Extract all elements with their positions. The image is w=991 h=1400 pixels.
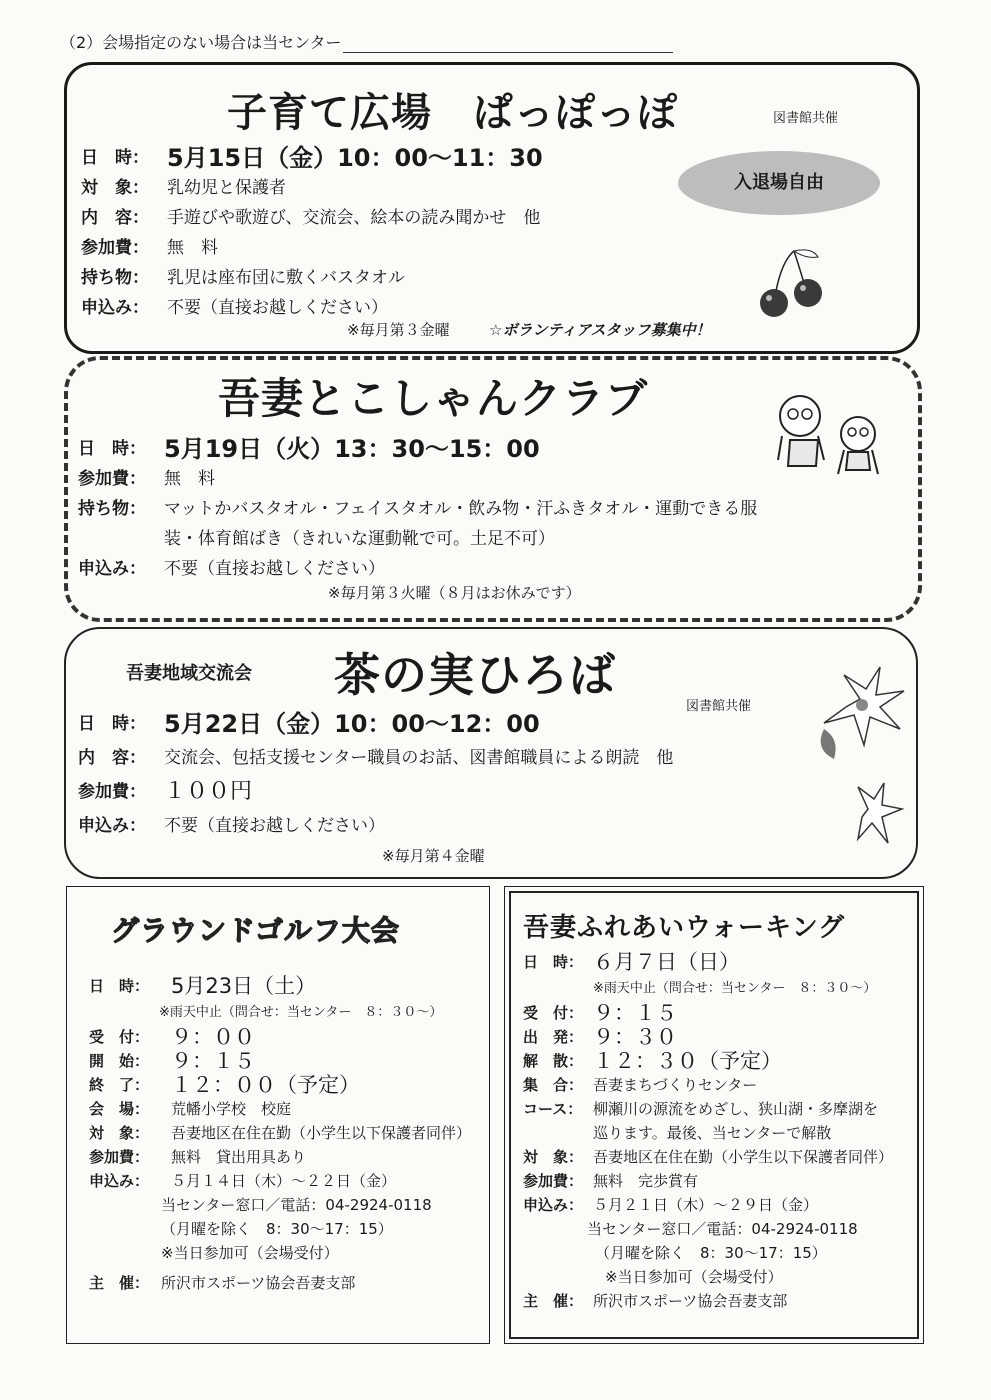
- page-header-text: （2）会場指定のない場合は当センター: [60, 33, 342, 52]
- detail-value: 当センター窓口／電話：04-2924-0118: [161, 1196, 432, 1214]
- detail-label: 解 散：: [523, 1052, 584, 1070]
- detail-label: 持ち物：: [81, 268, 149, 288]
- detail-label: コース：: [523, 1100, 583, 1118]
- detail-value: 吾妻地区在住在勤（小学生以下保護者同伴）: [593, 1148, 894, 1166]
- detail-row: [78, 494, 918, 524]
- detail-row: [523, 1169, 919, 1193]
- detail-label: 申込み：: [81, 298, 149, 318]
- detail-value: 装・体育館ばき（きれいな運動靴で可。土足不可）: [164, 529, 555, 549]
- detail-row: [523, 1241, 919, 1265]
- detail-label: 持ち物：: [78, 499, 146, 519]
- detail-label: 主 催：: [89, 1274, 150, 1292]
- detail-label: 会 場：: [89, 1100, 150, 1118]
- detail-row: [523, 1073, 919, 1097]
- detail-row: [523, 1265, 919, 1289]
- detail-label: 参加費：: [523, 1172, 584, 1190]
- detail-row: [89, 1193, 489, 1217]
- detail-label: 申込み：: [523, 1196, 584, 1214]
- detail-value: 無料 完歩賞有: [593, 1172, 699, 1190]
- detail-row: [523, 1049, 919, 1073]
- detail-value: 無 料: [164, 469, 215, 489]
- detail-row: [523, 1001, 919, 1025]
- exercise-characters-icon: [768, 390, 888, 480]
- detail-label: 終 了：: [89, 1076, 150, 1094]
- detail-value: 不要（直接お越しください）: [167, 298, 388, 318]
- chanomi-sponsor: 図書館共催: [686, 699, 752, 714]
- detail-label: 内 容：: [81, 208, 149, 228]
- detail-row: [78, 554, 918, 584]
- detail-row: [78, 809, 818, 843]
- detail-value: 乳幼児と保護者: [167, 178, 286, 198]
- chanomi-note: ※毎月第４金曜: [382, 847, 485, 865]
- detail-value: 吾妻地区在住在勤（小学生以下保護者同伴）: [171, 1124, 472, 1142]
- golf-panel: [66, 886, 490, 1344]
- detail-row: [81, 263, 701, 293]
- detail-value: 不要（直接お越しください）: [164, 816, 385, 836]
- detail-value: 当センター窓口／電話：04-2924-0118: [587, 1220, 858, 1238]
- detail-label: 主 催：: [523, 1292, 584, 1310]
- detail-value: 5月15日（金）10：00～11：30: [167, 144, 543, 172]
- detail-row: [89, 1217, 489, 1241]
- kosha-panel: [64, 356, 922, 622]
- walking-inner-frame: [509, 891, 919, 1339]
- detail-label: 対 象：: [89, 1124, 150, 1142]
- detail-value: １２：３０（予定）: [593, 1049, 782, 1073]
- chanomi-title: 茶の実ひろば: [334, 648, 616, 702]
- detail-row: [523, 1217, 919, 1241]
- detail-row: [89, 1073, 489, 1097]
- detail-row: [89, 1049, 489, 1073]
- detail-row: [89, 1025, 489, 1049]
- detail-row: [523, 977, 919, 1001]
- detail-row: [81, 233, 701, 263]
- detail-value: ９：１５: [171, 1049, 255, 1073]
- detail-label: 日 時：: [523, 953, 584, 971]
- detail-value: ※当日参加可（会場受付）: [605, 1268, 783, 1286]
- detail-value: ５月１４日（木）～２２日（金）: [171, 1172, 397, 1190]
- detail-value: 5月22日（金）10：00～12：00: [164, 710, 540, 738]
- detail-label: 申込み：: [78, 816, 146, 836]
- detail-label: 出 発：: [523, 1028, 584, 1046]
- detail-label: 日 時：: [81, 148, 149, 168]
- detail-value: 無料 貸出用具あり: [171, 1148, 307, 1166]
- free-entry-badge: 入退場自由: [678, 151, 880, 215]
- detail-value: ※雨天中止（問合せ：当センター ８：３０～）: [593, 981, 877, 996]
- detail-row: [81, 143, 701, 173]
- detail-value: 所沢市スポーツ協会吾妻支部: [161, 1274, 356, 1292]
- volunteer-note: ☆ボランティアスタッフ募集中！: [489, 321, 711, 339]
- detail-label: 参加費：: [81, 238, 149, 258]
- detail-value: 乳児は座布団に敷くバスタオル: [167, 268, 405, 288]
- walking-details: [523, 947, 919, 1313]
- detail-label: 日 時：: [78, 439, 146, 459]
- detail-value: 交流会、包括支援センター職員のお話、図書館職員による朗読 他: [164, 748, 674, 768]
- detail-row: [89, 1145, 489, 1169]
- detail-label: 受 付：: [89, 1028, 150, 1046]
- detail-value: ６月７日（日）: [593, 950, 740, 974]
- detail-row: [78, 775, 818, 809]
- detail-row: [89, 1001, 489, 1025]
- cherry-icon: [752, 247, 832, 319]
- detail-label: 内 容：: [78, 748, 146, 768]
- golf-details: [89, 971, 489, 1295]
- detail-row: [89, 1097, 489, 1121]
- chanomi-panel: [64, 627, 918, 879]
- detail-row: [523, 1121, 919, 1145]
- detail-label: 対 象：: [523, 1148, 584, 1166]
- detail-label: 日 時：: [78, 714, 146, 734]
- detail-value: １２：００（予定）: [171, 1073, 360, 1097]
- detail-row: [523, 1289, 919, 1313]
- walking-panel: [504, 886, 924, 1344]
- detail-label: 参加費：: [89, 1148, 150, 1166]
- detail-row: [81, 173, 701, 203]
- detail-value: マットかバスタオル・フェイスタオル・飲み物・汗ふきタオル・運動できる服: [164, 499, 758, 519]
- walking-title: 吾妻ふれあいウォーキング: [523, 913, 846, 943]
- kosodate-sponsor: 図書館共催: [773, 111, 839, 126]
- detail-row: [89, 1169, 489, 1193]
- detail-label: 申込み：: [89, 1172, 150, 1190]
- detail-value: ※当日参加可（会場受付）: [161, 1244, 339, 1262]
- chanomi-subtitle: 吾妻地域交流会: [126, 663, 252, 684]
- tea-flower-icon: [804, 659, 914, 859]
- detail-row: [89, 1271, 489, 1295]
- detail-value: 所沢市スポーツ協会吾妻支部: [593, 1292, 788, 1310]
- detail-row: [523, 1097, 919, 1121]
- detail-value: （月曜を除く 8：30～17：15）: [595, 1244, 827, 1262]
- kosodate-note: ※毎月第３金曜: [347, 321, 450, 339]
- detail-row: [523, 1145, 919, 1169]
- detail-value: 荒幡小学校 校庭: [171, 1100, 292, 1118]
- detail-row: [89, 1121, 489, 1145]
- detail-value: 柳瀬川の源流をめざし、狭山湖・多摩湖を: [593, 1100, 879, 1118]
- detail-label: 開 始：: [89, 1052, 150, 1070]
- kosha-title: 吾妻とこしゃんクラブ: [218, 374, 649, 423]
- golf-title: グラウンドゴルフ大会: [111, 914, 400, 947]
- detail-row: [523, 1025, 919, 1049]
- kosodate-title: 子育て広場 ぱっぽっぽ: [227, 90, 678, 136]
- detail-label: 集 合：: [523, 1076, 584, 1094]
- detail-value: 5月23日（土）: [171, 974, 317, 998]
- detail-value: ９：１５: [593, 1001, 677, 1025]
- detail-label: 対 象：: [81, 178, 149, 198]
- detail-value: 巡ります。最後、当センターで解散: [593, 1124, 832, 1142]
- detail-value: ９：３０: [593, 1025, 677, 1049]
- detail-row: [89, 971, 489, 1001]
- kosodate-details: [81, 143, 701, 323]
- detail-value: ※雨天中止（問合せ：当センター ８：３０～）: [159, 1005, 443, 1020]
- kosha-note: ※毎月第３火曜（８月はお休みです）: [328, 584, 581, 602]
- detail-label: 受 付：: [523, 1004, 584, 1022]
- detail-row: [81, 203, 701, 233]
- detail-value: 無 料: [167, 238, 218, 258]
- detail-label: 参加費：: [78, 469, 146, 489]
- detail-row: [78, 524, 918, 554]
- detail-value: 5月19日（火）13：30～15：00: [164, 435, 540, 463]
- detail-value: ５月２１日（木）～２９日（金）: [593, 1196, 819, 1214]
- detail-row: [523, 1193, 919, 1217]
- detail-row: [78, 707, 818, 741]
- header-underline: [343, 52, 673, 53]
- detail-row: [523, 947, 919, 977]
- detail-value: （月曜を除く 8：30～17：15）: [161, 1220, 393, 1238]
- detail-row: [89, 1241, 489, 1265]
- detail-value: １００円: [164, 779, 253, 804]
- detail-value: 吾妻まちづくりセンター: [593, 1076, 758, 1094]
- detail-label: 日 時：: [89, 977, 150, 995]
- detail-value: ９：００: [171, 1025, 255, 1049]
- detail-row: [78, 741, 818, 775]
- page-header: [60, 30, 673, 53]
- chanomi-details: [78, 707, 818, 843]
- detail-label: 申込み：: [78, 559, 146, 579]
- detail-value: 手遊びや歌遊び、交流会、絵本の読み聞かせ 他: [167, 208, 541, 228]
- detail-value: 不要（直接お越しください）: [164, 559, 385, 579]
- detail-label: 参加費：: [78, 782, 146, 802]
